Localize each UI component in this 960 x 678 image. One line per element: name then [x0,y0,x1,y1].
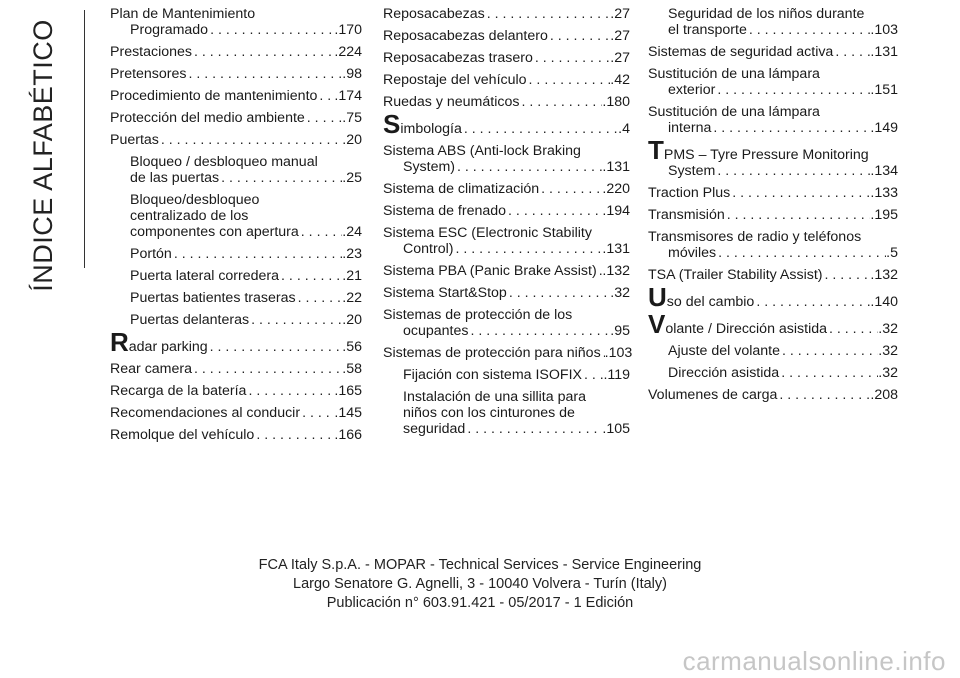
index-entry [648,44,898,60]
dot-leader [725,207,871,223]
index-entry [648,207,898,223]
entry-term: seguridad [403,421,466,437]
page-number: .195 [870,207,898,223]
index-entry [110,327,362,357]
entry-term: Sistemas de protección para niños [383,345,601,361]
index-entry-line [383,225,630,241]
index-column-2 [383,6,633,443]
page-number: .220 [602,181,630,197]
publisher-footer [0,556,960,613]
page-number: .95 [610,323,630,339]
page-number: .5 [886,245,898,261]
section-initial: V [648,309,666,339]
dot-leader [208,22,334,38]
entry-term: ocupantes [403,323,469,339]
index-entry [648,309,898,339]
index-entry [110,246,362,262]
index-entry [110,132,362,148]
index-entry [110,110,362,126]
entry-term: TSA (Trailer Stability Assist) [648,267,823,283]
page-number: .32 [878,343,898,359]
dot-leader [299,224,342,240]
page-number: .25 [342,170,362,186]
dot-leader [462,121,618,137]
entry-term: Prestaciones [110,44,193,60]
entry-term: Instalación de una sillita para [403,389,586,405]
index-entry [648,365,898,381]
index-entry [383,50,630,66]
entry-term: Sistema ESC (Electronic Stability [383,225,592,241]
entry-term: Repostaje del vehículo [383,72,527,88]
watermark: carmanualsonline.info [682,646,946,676]
index-entry-line [110,44,362,60]
index-entry-line [383,241,630,257]
dot-leader [507,285,610,301]
index-column-3 [648,6,898,409]
entry-term: PMS – Tyre Pressure Monitoring [663,147,869,163]
entry-term: Sistema PBA (Panic Brake Assist) [383,263,597,279]
index-entry-line [110,132,362,148]
index-entry [383,203,630,219]
entry-term: Bloqueo/desbloqueo [130,192,260,208]
entry-term: Procedimiento de mantenimiento [110,88,318,104]
index-entry-line [648,387,898,403]
dot-leader [219,170,342,186]
entry-term: Sustitución de una lámpara [648,66,820,82]
index-entry [383,28,630,44]
dot-leader [747,22,871,38]
index-entry [383,181,630,197]
index-entry [110,427,362,443]
page-number: .24 [342,224,362,240]
index-entry [383,263,630,279]
entry-term: Protección del medio ambiente [110,110,305,126]
entry-term: Programado [130,22,209,38]
dot-leader [715,163,870,179]
index-entry-line [383,50,630,66]
dot-leader [711,120,870,136]
page-number: .132 [870,267,898,283]
index-entry-line [383,285,630,301]
page-number: .131 [870,44,898,60]
dot-leader [317,88,334,104]
section-initial: T [648,135,664,165]
dot-leader [279,268,342,284]
page-number: .170 [334,22,362,38]
index-entry [383,6,630,22]
index-entry [383,94,630,110]
dot-leader [159,132,342,148]
index-entry-line [110,110,362,126]
dot-leader [305,110,342,126]
index-entry [383,307,630,339]
index-entry [648,66,898,98]
page-number: .166 [334,427,362,443]
index-entry-line [110,361,362,377]
page-number: .32 [610,285,630,301]
entry-term: Transmisión [648,207,725,223]
dot-leader [455,159,602,175]
dot-leader [527,72,611,88]
index-entry [110,6,362,38]
page-number: .103 [870,22,898,38]
index-entry-line [648,22,898,38]
index-entry-line [648,309,898,339]
page-number: .20 [342,132,362,148]
side-title-text: ÍNDICE ALFABÉTICO [27,18,58,292]
index-entry [110,192,362,240]
entry-term: Volumenes de carga [648,387,778,403]
entry-term: so del cambio [666,294,755,310]
entry-term: Sistemas de protección de los [383,307,573,323]
index-entry-line [648,44,898,60]
entry-term: Ruedas y neumáticos [383,94,520,110]
dot-leader [485,6,611,22]
index-entry-line [648,135,898,165]
entry-term: System [668,163,716,179]
entry-term: Bloqueo / desbloqueo manual [130,154,318,170]
footer-line-address: Largo Senatore G. Agnelli, 3 - 10040 Volvera - Turín (Italy) [293,576,667,592]
dot-leader [715,82,870,98]
dot-leader [468,323,610,339]
page-number: .134 [870,163,898,179]
page-number: .58 [342,361,362,377]
page-number: .149 [870,120,898,136]
entry-term: Reposacabezas trasero [383,50,533,66]
page-number: .22 [342,290,362,306]
entry-term: Seguridad de los niños durante [668,6,865,22]
dot-leader [192,44,334,60]
page-number: .75 [342,110,362,126]
dot-leader [716,245,886,261]
dot-leader [300,405,334,421]
index-entry-line [648,104,898,120]
index-entry-line [648,82,898,98]
index-entry [383,72,630,88]
index-entry-line [648,6,898,22]
side-divider [84,10,85,268]
page-number: .165 [334,383,362,399]
entry-term: exterior [668,82,716,98]
index-entry-line [383,323,630,339]
index-entry [383,225,630,257]
entry-term: Reposacabezas delantero [383,28,548,44]
entry-term: Sistema ABS (Anti-lock Braking [383,143,581,159]
entry-term: olante / Dirección asistida [665,321,828,337]
entry-term: System) [403,159,456,175]
index-entry [110,361,362,377]
index-entry-line [110,312,362,328]
dot-leader [249,312,342,328]
entry-term: Recomendaciones al conducir [110,405,301,421]
page-number: .131 [602,241,630,257]
page-number: .119 [603,367,630,383]
page-number: .194 [602,203,630,219]
index-entry-line [383,203,630,219]
index-entry-line [648,66,898,82]
entry-term: Pretensores [110,66,187,82]
page-number: .140 [870,294,898,310]
entry-term: componentes con apertura [130,224,299,240]
index-entry [648,104,898,136]
index-entry [648,6,898,38]
page-number: .27 [610,50,630,66]
index-entry-line [383,72,630,88]
index-entry-line [110,22,362,38]
index-entry-line [648,185,898,201]
index-entry-line [383,367,630,383]
index-entry-line [110,290,362,306]
entry-term: Puertas delanteras [130,312,250,328]
index-entry-line [648,207,898,223]
page-number: .27 [610,6,630,22]
side-title [0,18,86,292]
index-entry [110,66,362,82]
index-entry-line [110,170,362,186]
dot-leader [192,361,342,377]
entry-term: Portón [130,246,172,262]
entry-term: Fijación con sistema ISOFIX [403,367,582,383]
dot-leader [519,94,602,110]
page-number: .133 [870,185,898,201]
index-entry [110,88,362,104]
entry-term: Sistema de frenado [383,203,507,219]
index-entry [110,268,362,284]
index-entry-line [110,383,362,399]
section-initial: U [648,282,667,312]
index-entry-line [648,163,898,179]
index-entry-line [383,94,630,110]
entry-term: Puertas [110,132,159,148]
index-entry [383,345,633,361]
index-entry [648,185,898,201]
index-entry-line [110,88,362,104]
page-number: .174 [334,88,362,104]
dot-leader [296,290,343,306]
entry-term: Control) [403,241,454,257]
index-entry [648,135,898,179]
entry-term: centralizado de los [130,208,249,224]
index-entry [383,389,630,437]
dot-leader [777,387,870,403]
footer-line-company: FCA Italy S.p.A. - MOPAR - Technical Services - Service Engineering [258,557,702,573]
page-number: .20 [342,312,362,328]
index-entry-line [110,208,362,224]
entry-term: Plan de Mantenimiento [110,6,256,22]
entry-term: de las puertas [130,170,220,186]
entry-term: adar parking [128,339,208,355]
index-entry [383,367,630,383]
index-column-1 [110,6,362,449]
dot-leader [465,421,602,437]
entry-term: Reposacabezas [383,6,485,22]
index-entry-line [110,246,362,262]
dot-leader [730,185,870,201]
index-entry-line [383,307,630,323]
index-entry [383,109,630,139]
dot-leader [453,241,602,257]
index-entry-line [110,66,362,82]
page-number: .56 [342,339,362,355]
index-entry-line [383,28,630,44]
entry-term: Transmisores de radio y teléfonos [648,229,862,245]
index-entry-line [383,421,630,437]
index-entry-line [110,192,362,208]
page-number: .27 [610,28,630,44]
entry-term: Remolque del vehículo [110,427,255,443]
page-number: .151 [870,82,898,98]
entry-term: Sustitución de una lámpara [648,104,820,120]
page-number: .105 [602,421,630,437]
entry-term: Sistemas de seguridad activa [648,44,834,60]
page-number: .4 [618,121,630,137]
footer-line-publication: Publicación n° 603.91.421 - 05/2017 - 1 Edición [326,595,634,611]
dot-leader [823,267,871,283]
section-initial: R [110,327,129,357]
entry-term: niños con los cinturones de [403,405,575,421]
index-entry-line [648,229,898,245]
index-entry-line [648,282,898,312]
dot-leader [246,383,334,399]
entry-term: Puerta lateral corredera [130,268,280,284]
index-entry-line [110,224,362,240]
section-initial: S [383,109,401,139]
index-entry-line [648,343,898,359]
dot-leader [780,343,878,359]
dot-leader [533,50,610,66]
dot-leader [539,181,602,197]
entry-term: Puertas batientes traseras [130,290,296,306]
entry-term: Sistema Start&Stop [383,285,507,301]
index-entry-line [383,109,630,139]
page-number: .103 [604,345,633,361]
dot-leader [172,246,342,262]
index-entry-line [110,327,362,357]
index-entry-line [383,6,630,22]
page-number: .208 [870,387,898,403]
index-entry-line [110,268,362,284]
entry-term: Dirección asistida [668,365,780,381]
page-number: .32 [878,321,898,337]
entry-term: Rear camera [110,361,193,377]
index-entry-line [648,120,898,136]
dot-leader [548,28,610,44]
page-number: .132 [602,263,630,279]
dot-leader [779,365,878,381]
page-number: .131 [602,159,630,175]
index-entry-line [383,143,630,159]
index-entry-line [110,405,362,421]
index-entry-line [383,159,630,175]
dot-leader [754,294,870,310]
page-number: .42 [610,72,630,88]
entry-term: el transporte [668,22,747,38]
index-entry-line [110,154,362,170]
index-entry-line [648,365,898,381]
index-entry-line [648,245,898,261]
page-number: .145 [334,405,362,421]
dot-leader [833,44,870,60]
index-entry-line [383,181,630,197]
index-entry-line [383,345,633,361]
entry-term: imbología [400,121,462,137]
index-entry-line [383,263,630,279]
index-entry-line [383,405,630,421]
entry-term: Ajuste del volante [668,343,780,359]
entry-term: Traction Plus [648,185,731,201]
index-entry-line [383,389,630,405]
index-entry [110,383,362,399]
index-entry-line [110,6,362,22]
page-number: .224 [334,44,362,60]
dot-leader [827,321,878,337]
index-entry [648,229,898,261]
entry-term: Sistema de climatización [383,181,540,197]
index-entry [648,343,898,359]
index-entry [648,387,898,403]
page-number: .21 [342,268,362,284]
index-entry [648,267,898,283]
entry-term: Recarga de la batería [110,383,247,399]
index-entry-line [110,427,362,443]
index-entry [110,312,362,328]
index-entry [110,290,362,306]
page-number: .98 [342,66,362,82]
index-entry [110,154,362,186]
dot-leader [506,203,602,219]
index-entry [110,405,362,421]
dot-leader [208,339,343,355]
index-entry [110,44,362,60]
dot-leader [582,367,603,383]
index-entry [383,285,630,301]
index-entry [648,282,898,312]
page-number: .180 [602,94,630,110]
page-number: .23 [342,246,362,262]
page-number: .32 [878,365,898,381]
dot-leader [187,66,343,82]
entry-term: móviles [668,245,717,261]
entry-term: interna [668,120,712,136]
index-entry-line [648,267,898,283]
dot-leader [254,427,334,443]
index-entry [383,143,630,175]
